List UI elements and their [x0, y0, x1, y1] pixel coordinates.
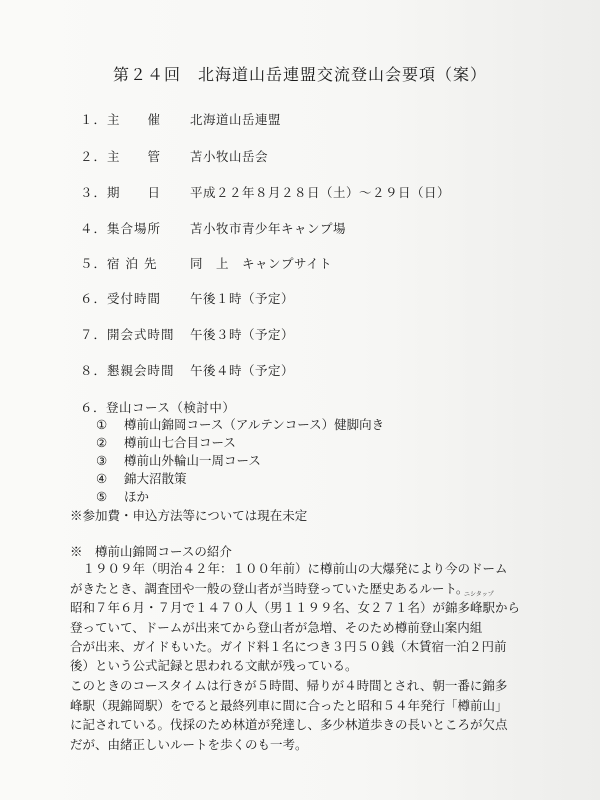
paragraph-line: 合が出来、ガイドもいた。ガイド料１名につき３円５０銭（木賃宿一泊２円前: [70, 639, 507, 654]
item-label: ５．宿 泊 先: [80, 256, 158, 271]
item-date: [80, 183, 450, 201]
item-label: ２．主 管: [80, 149, 162, 164]
course-number: ④: [96, 471, 108, 486]
course-number: ⑤: [96, 489, 108, 504]
course-item: [96, 488, 384, 506]
item-value: 午後３時（予定）: [190, 327, 295, 342]
paragraph-line: このときのコースタイムは行きが５時間、帰りが４時間とされ、朝一番に錦多: [70, 678, 508, 693]
course-name: 樽前山七合目コース: [124, 435, 236, 450]
item-lodging: [80, 254, 332, 272]
course-heading: ６．登山コース（検討中）: [80, 400, 236, 415]
page-title: 第２４回 北海道山岳連盟交流登山会要項（案）: [112, 65, 487, 84]
item-value: 午後１時（予定）: [190, 291, 295, 306]
paragraph-line: 昭和７年６月・７月で１４７０人（男１１９９名、女２７１名）が錦多峰駅から: [70, 600, 521, 615]
course-name: 樽前山錦岡コース（アルテンコース）健脚向き: [124, 417, 385, 432]
course-number: ①: [96, 417, 108, 432]
item-value: 苫小牧山岳会: [190, 149, 269, 164]
paragraph-line: がきたとき、調査団や一般の登山者が当時登っていた歴史あるルート。: [70, 580, 469, 596]
course-item: [96, 416, 384, 434]
item-label: ８．懇親会時間: [80, 363, 175, 378]
paragraph-line: だが、由緒正しいルートを歩くのも一考。: [70, 736, 308, 752]
ruby-reading: ニシタップ: [464, 591, 494, 598]
item-label: １．主 催: [80, 112, 162, 127]
course-item: [96, 434, 384, 452]
item-reception-time: [80, 289, 294, 307]
item-label: ４．集合場所: [80, 221, 162, 236]
paragraph-line: 峰駅（現錦岡駅）をでると最終列車に間に合ったと昭和５４年発行「樽前山」: [70, 697, 508, 713]
item-value: 平成２２年８月２８日（土）～２９日（日）: [190, 185, 451, 200]
item-value: 同 上 キャンプサイト: [190, 256, 333, 271]
item-social-time: [80, 361, 294, 379]
item-sponsor: [80, 110, 281, 128]
item-label: ７．開会式時間: [80, 327, 175, 342]
intro-title: ※ 樽前山錦岡コースの紹介: [70, 544, 232, 559]
intro-paragraph-2: [70, 676, 540, 754]
course-number: ③: [96, 453, 108, 468]
course-name: 樽前山外輪山一周コース: [124, 453, 261, 468]
item-meeting-place: [80, 219, 346, 237]
paragraph-line: 登っていて、ドームが出来てから登山者が急増、そのため樽前登山案内組: [70, 619, 483, 635]
fee-note: ※参加費・申込方法等については現在未定: [70, 508, 308, 523]
intro-paragraph-1-end: [70, 656, 540, 676]
item-organizer: [80, 147, 268, 165]
course-number: ②: [96, 435, 108, 450]
course-name: 錦大沼散策: [124, 471, 187, 486]
item-value: 苫小牧市青少年キャンプ場: [190, 221, 347, 236]
item-opening-time: [80, 325, 294, 343]
paragraph-line: に記されている。伐採のため林道が発達し、多少林道歩きの長いところが欠点: [70, 717, 508, 732]
course-item: [96, 470, 384, 488]
item-label: ６．受付時間: [80, 291, 162, 306]
course-list: [96, 416, 384, 506]
intro-paragraph-1: [70, 559, 540, 657]
course-item: [96, 452, 384, 470]
item-label: ３．期 日: [80, 185, 162, 200]
item-value: 午後４時（予定）: [190, 363, 295, 378]
course-name: ほか: [124, 489, 150, 504]
item-value: 北海道山岳連盟: [190, 112, 282, 127]
paragraph-line: １９０９年（明治４２年：１００年前）に樽前山の大爆発により今のドーム: [70, 561, 508, 576]
paragraph-line: 後）という公式記録と思われる文献が残っている。: [70, 658, 358, 673]
